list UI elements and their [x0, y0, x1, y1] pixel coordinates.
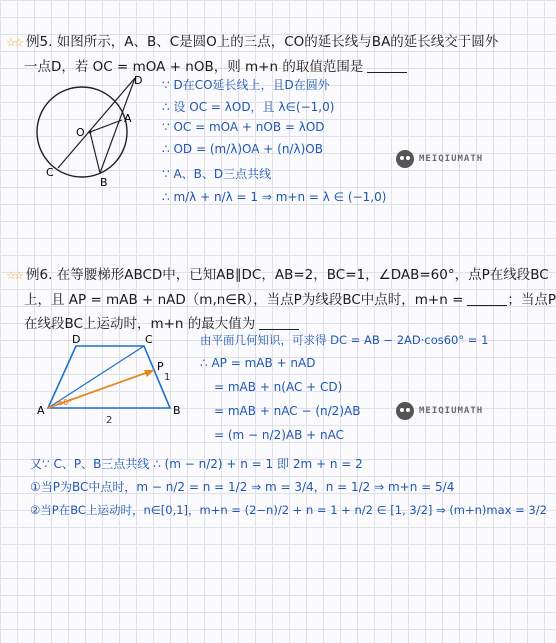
ex5-step: ∴ m/λ + n/λ = 1 ⇒ m+n = λ ∈ (−1,0) [162, 190, 387, 204]
label-b: B [100, 176, 108, 189]
ex6-figure [36, 332, 196, 427]
label-c: C [46, 166, 54, 179]
label-a: A [124, 112, 132, 125]
ex5-step: ∴ OD = (m/λ)OA + (n/λ)OB [162, 142, 323, 156]
ex6-step: = mAB + n(AC + CD) [214, 380, 343, 394]
difficulty-stars: ☆☆ [6, 269, 22, 282]
label-c: C [145, 333, 153, 346]
label-d: D [72, 333, 81, 346]
label-o: O [76, 126, 85, 139]
ex5-step: ∴ 设 OC = λOD，且 λ∈(−1,0) [162, 100, 335, 114]
label-b: B [173, 404, 181, 417]
ex6-step: = mAB + nAC − (n/2)AB [214, 404, 361, 418]
vector-ob [90, 132, 100, 173]
ex5-figure [20, 70, 150, 190]
watermark: MEIQIUMATH [396, 150, 483, 168]
label-bc-length: 1 [164, 372, 171, 383]
vector-ap-arrowhead [144, 370, 154, 377]
ex5-title-line1: ☆☆ 例5. 如图所示，A、B、C是圆O上的三点，CO的延长线与BA的延长线交于圆外 [6, 34, 499, 50]
watermark: MEIQIUMATH [396, 402, 483, 420]
label-p: P [157, 360, 164, 373]
ex6-title-line1: ☆☆ 例6. 在等腰梯形ABCD中，已知AB∥DC，AB=2，BC=1，∠DAB=60°，点P在线段BC [6, 267, 549, 283]
ex6-step: 由平面几何知识，可求得 DC = AB − 2AD·cos60° = 1 [200, 333, 489, 347]
ex5-step: ∵ OC = mOA + nOB = λOD [162, 120, 325, 134]
ex6-title-line3: 在线段BC上运动时，m+n 的最大值为 [24, 312, 299, 332]
label-a: A [37, 404, 45, 417]
ex6-case-2: ②当P在BC上运动时，n∈[0,1]，m+n = (2−n)/2 + n = 1 + n/2 ∈ [1, 3/2] ⇒ (m+n)max = 3/2 [30, 503, 547, 517]
answer-blank-1 [467, 305, 507, 306]
ex5-step: ∵ A、B、D三点共线 [162, 167, 272, 181]
ex6-collinear-line: 又∵ C、P、B三点共线 ∴ (m − n/2) + n = 1 即 2m + n = 2 [30, 457, 363, 471]
label-d: D [134, 74, 143, 87]
answer-blank-2 [259, 329, 299, 330]
watermark-logo-icon [396, 150, 414, 168]
ex5-title-line2: 一点D，若 OC = mOA + nOB，则 m+n 的取值范围是 [24, 55, 407, 75]
label-ab-length: 2 [106, 415, 113, 426]
ex5-step: ∵ D在CO延长线上，且D在圆外 [162, 78, 330, 92]
difficulty-stars: ☆☆ [6, 36, 22, 49]
ex6-title-line2: 上，且 AP = mAB + nAD（m,n∈R），当点P为线段BC中点时，m+n = ；当点P [24, 292, 556, 308]
ex6-case-1: ①当P为BC中点时，m − n/2 = n = 1/2 ⇒ m = 3/4，n = 1/2 ⇒ m+n = 5/4 [30, 480, 455, 494]
answer-blank [367, 72, 407, 73]
watermark-logo-icon [396, 402, 414, 420]
label-angle: 60° [58, 398, 73, 407]
ex6-step: = (m − n/2)AB + nAC [214, 428, 344, 442]
ex6-step: ∴ AP = mAB + nAD [200, 356, 316, 370]
